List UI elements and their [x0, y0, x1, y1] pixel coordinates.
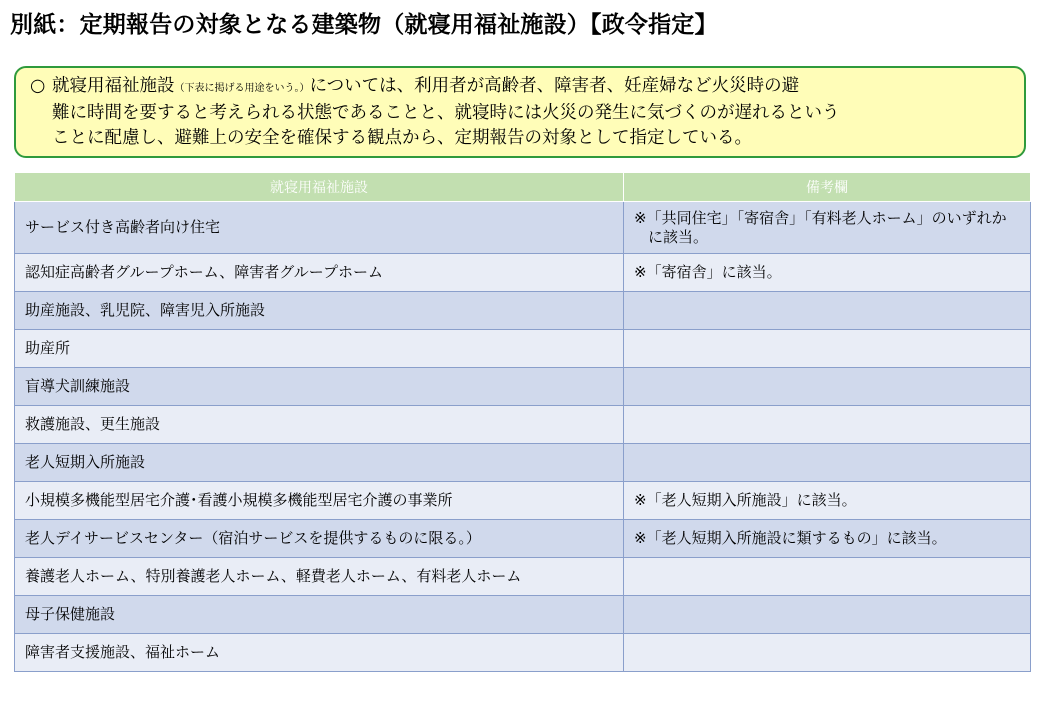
notice-line-1-rest: については、利用者が高齢者、障害者、妊産婦など火災時の避 — [309, 76, 800, 96]
facility-cell: 助産施設、乳児院、障害児入所施設 — [15, 292, 624, 330]
facility-cell: サービス付き高齢者向け住宅 — [15, 202, 624, 254]
note-cell — [624, 292, 1031, 330]
table-row — [15, 292, 1031, 330]
page-title: 別紙：定期報告の対象となる建築物（就寝用福祉施設）【政令指定】 — [10, 12, 718, 38]
facility-cell: 障害者支援施設、福祉ホーム — [15, 634, 624, 672]
facility-cell: 助産所 — [15, 330, 624, 368]
table-row — [15, 368, 1031, 406]
note-cell — [624, 634, 1031, 672]
table-row — [15, 596, 1031, 634]
facility-cell: 救護施設、更生施設 — [15, 406, 624, 444]
notice-term-annotation: （下表に掲げる用途をいう。） — [174, 83, 310, 94]
facility-cell: 小規模多機能型居宅介護･看護小規模多機能型居宅介護の事業所 — [15, 482, 624, 520]
bullet-circle-icon: ○ — [30, 76, 46, 96]
notice-line-3: ことに配慮し、避難上の安全を確保する観点から、定期報告の対象として指定している。 — [52, 128, 752, 148]
table-row — [15, 444, 1031, 482]
note-cell — [624, 368, 1031, 406]
facility-cell: 母子保健施設 — [15, 596, 624, 634]
table-row — [15, 634, 1031, 672]
notice-line-1 — [30, 74, 1012, 101]
note-cell: ※「寄宿舎」に該当。 — [624, 254, 1031, 292]
note-cell: ※「老人短期入所施設」に該当。 — [624, 482, 1031, 520]
table-row — [15, 558, 1031, 596]
note-cell: ※「老人短期入所施設に類するもの」に該当。 — [624, 520, 1031, 558]
note-cell — [624, 596, 1031, 634]
note-cell — [624, 406, 1031, 444]
facility-table — [14, 172, 1031, 672]
note-cell — [624, 330, 1031, 368]
table-row — [15, 406, 1031, 444]
header-facility: 就寝用福祉施設 — [15, 173, 624, 202]
table-row — [15, 202, 1031, 254]
table-row — [15, 482, 1031, 520]
header-remarks: 備考欄 — [624, 173, 1031, 202]
notice-term: 就寝用福祉施設 — [52, 76, 175, 96]
facility-cell: 盲導犬訓練施設 — [15, 368, 624, 406]
note-cell: ※「共同住宅」「寄宿舎」「有料老人ホーム」のいずれかに該当。 — [624, 202, 1031, 254]
table-row — [15, 520, 1031, 558]
table-row — [15, 330, 1031, 368]
facility-cell: 老人デイサービスセンター（宿泊サービスを提供するものに限る。） — [15, 520, 624, 558]
notice-line-2: 難に時間を要すると考えられる状態であることと、就寝時には火災の発生に気づくのが遅れるという — [52, 103, 840, 123]
note-cell — [624, 444, 1031, 482]
notice-box — [14, 66, 1026, 158]
facility-cell: 認知症高齢者グループホーム、障害者グループホーム — [15, 254, 624, 292]
table-header-row — [15, 173, 1031, 202]
table-row — [15, 254, 1031, 292]
facility-cell: 養護老人ホーム、特別養護老人ホーム、軽費老人ホーム、有料老人ホーム — [15, 558, 624, 596]
facility-cell: 老人短期入所施設 — [15, 444, 624, 482]
note-cell — [624, 558, 1031, 596]
